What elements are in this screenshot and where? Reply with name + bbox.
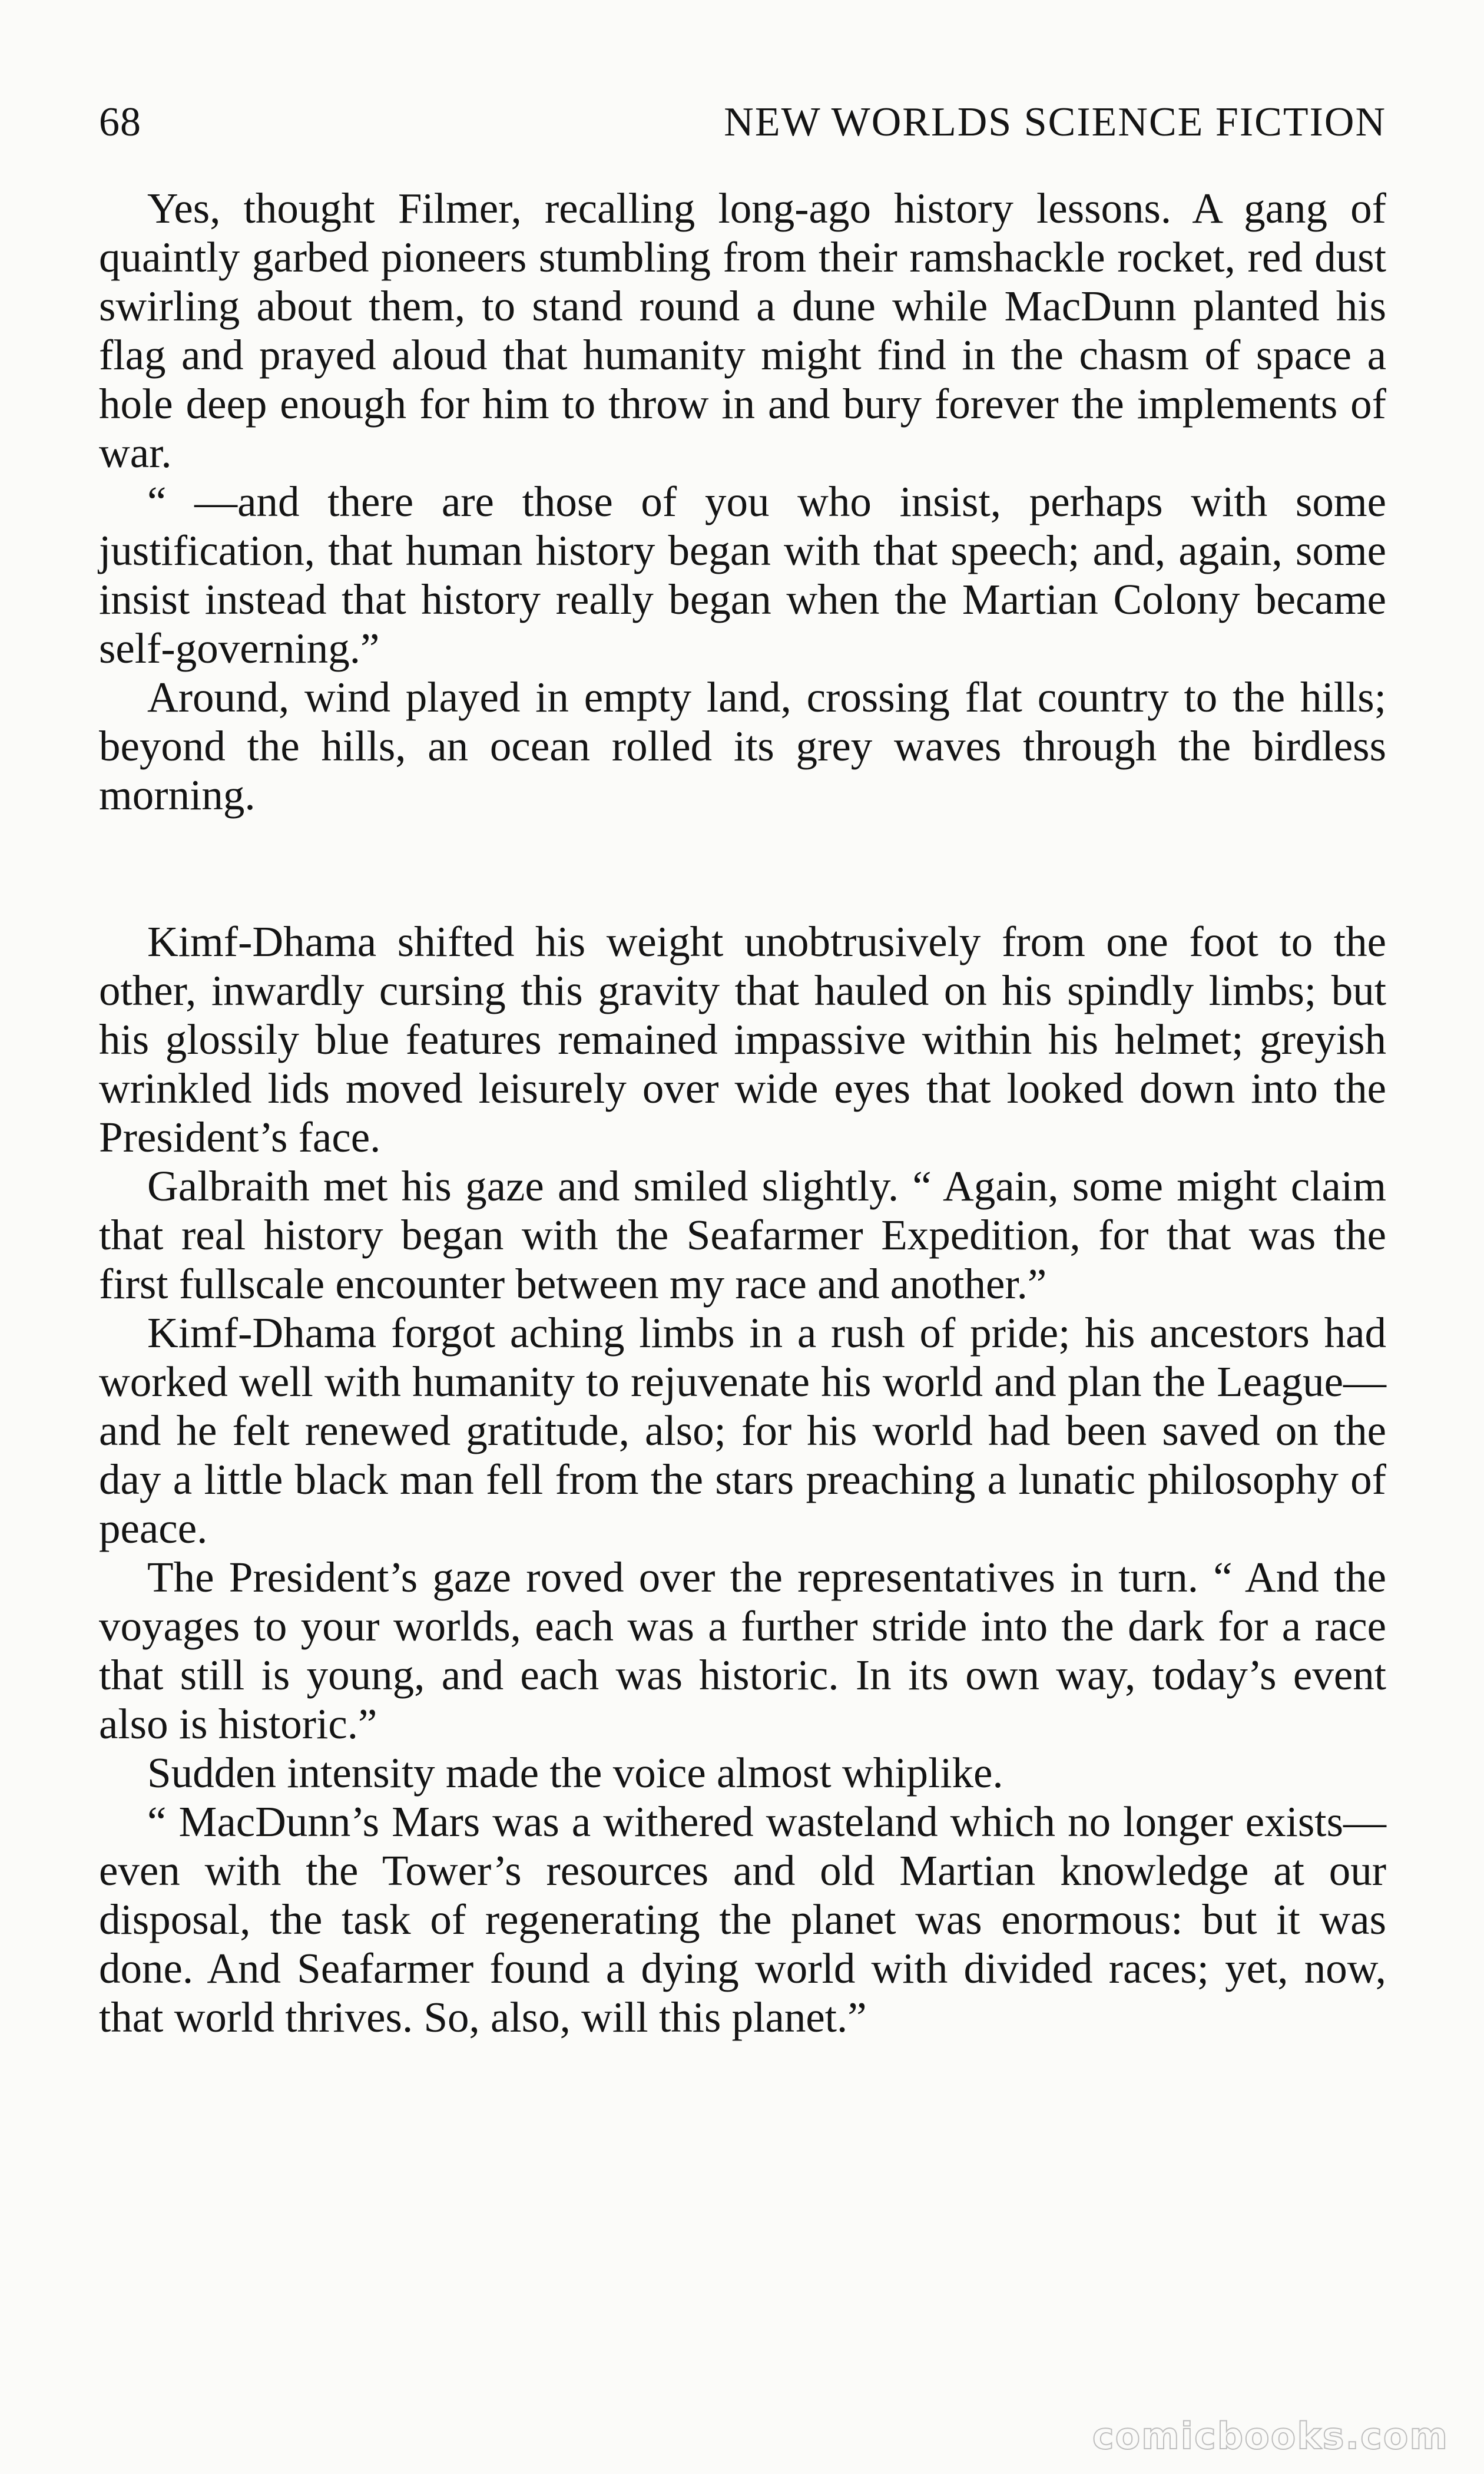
book-page <box>99 99 1386 2396</box>
paragraph: Kimf-Dhama shifted his weight unobtrusively from one foot to the other, inwardly cursing this gravity that hauled on his spindly limbs; but his glossily blue features remained impassive within his helmet; greyish wrinkled lids moved leisurely over wide eyes that looked down into the President’s face. <box>99 918 1386 1161</box>
paragraph: The President’s gaze roved over the representatives in turn. “ And the voyages to your worlds, each was a further stride into the dark for a race that still is young, and each was historic. In its own way, today’s event also is historic.” <box>99 1553 1386 1748</box>
paragraph: Sudden intensity made the voice almost whiplike. <box>147 1749 1003 1797</box>
page-header <box>99 99 1386 170</box>
paragraph: “ MacDunn’s Mars was a withered wasteland which no longer exists—even with the Tower’s resources and old Martian knowledge at our disposal, the task of regenerating the planet was enormous: but it was done. And Seafarmer found a dying world with divided races; yet, now, that world thrives. So, also, will this planet.” <box>99 1798 1386 2041</box>
paragraph: Yes, thought Filmer, recalling long-ago history lessons. A gang of quaintly garbed pioneers stumbling from their ramshackle rocket, red dust swirling about them, to stand round a dune while MacDunn planted his flag and prayed aloud that humanity might find in the chasm of space a hole deep enough for him to throw in and bury forever the implements of war. <box>99 184 1386 477</box>
paragraph: Galbraith met his gaze and smiled slightly. “ Again, some might claim that real history began with the Seafarmer Expedition, for that was the first fullscale encounter between my race and another.” <box>99 1162 1386 1308</box>
paragraph: “ —and there are those of you who insist, perhaps with some justification, that human history began with that speech; and, again, some insist instead that history really began when the Martian Colony became self-governing.” <box>99 478 1386 672</box>
page-number: 68 <box>99 100 141 145</box>
watermark: comicbooks.com <box>1092 2415 1449 2458</box>
story-text <box>99 184 1386 2042</box>
section-break <box>99 819 1386 917</box>
paragraph: Kimf-Dhama forgot aching limbs in a rush of pride; his ancestors had worked well with humanity to rejuvenate his world and plan the League—and he felt renewed gratitude, also; for his world had been saved on the day a little black man fell from the stars preaching a lunatic philosophy of peace. <box>99 1309 1386 1552</box>
paragraph: Around, wind played in empty land, crossing flat country to the hills; beyond the hills, an ocean rolled its grey waves through the birdless morning. <box>99 673 1386 819</box>
running-title: NEW WORLDS SCIENCE FICTION <box>724 100 1386 145</box>
